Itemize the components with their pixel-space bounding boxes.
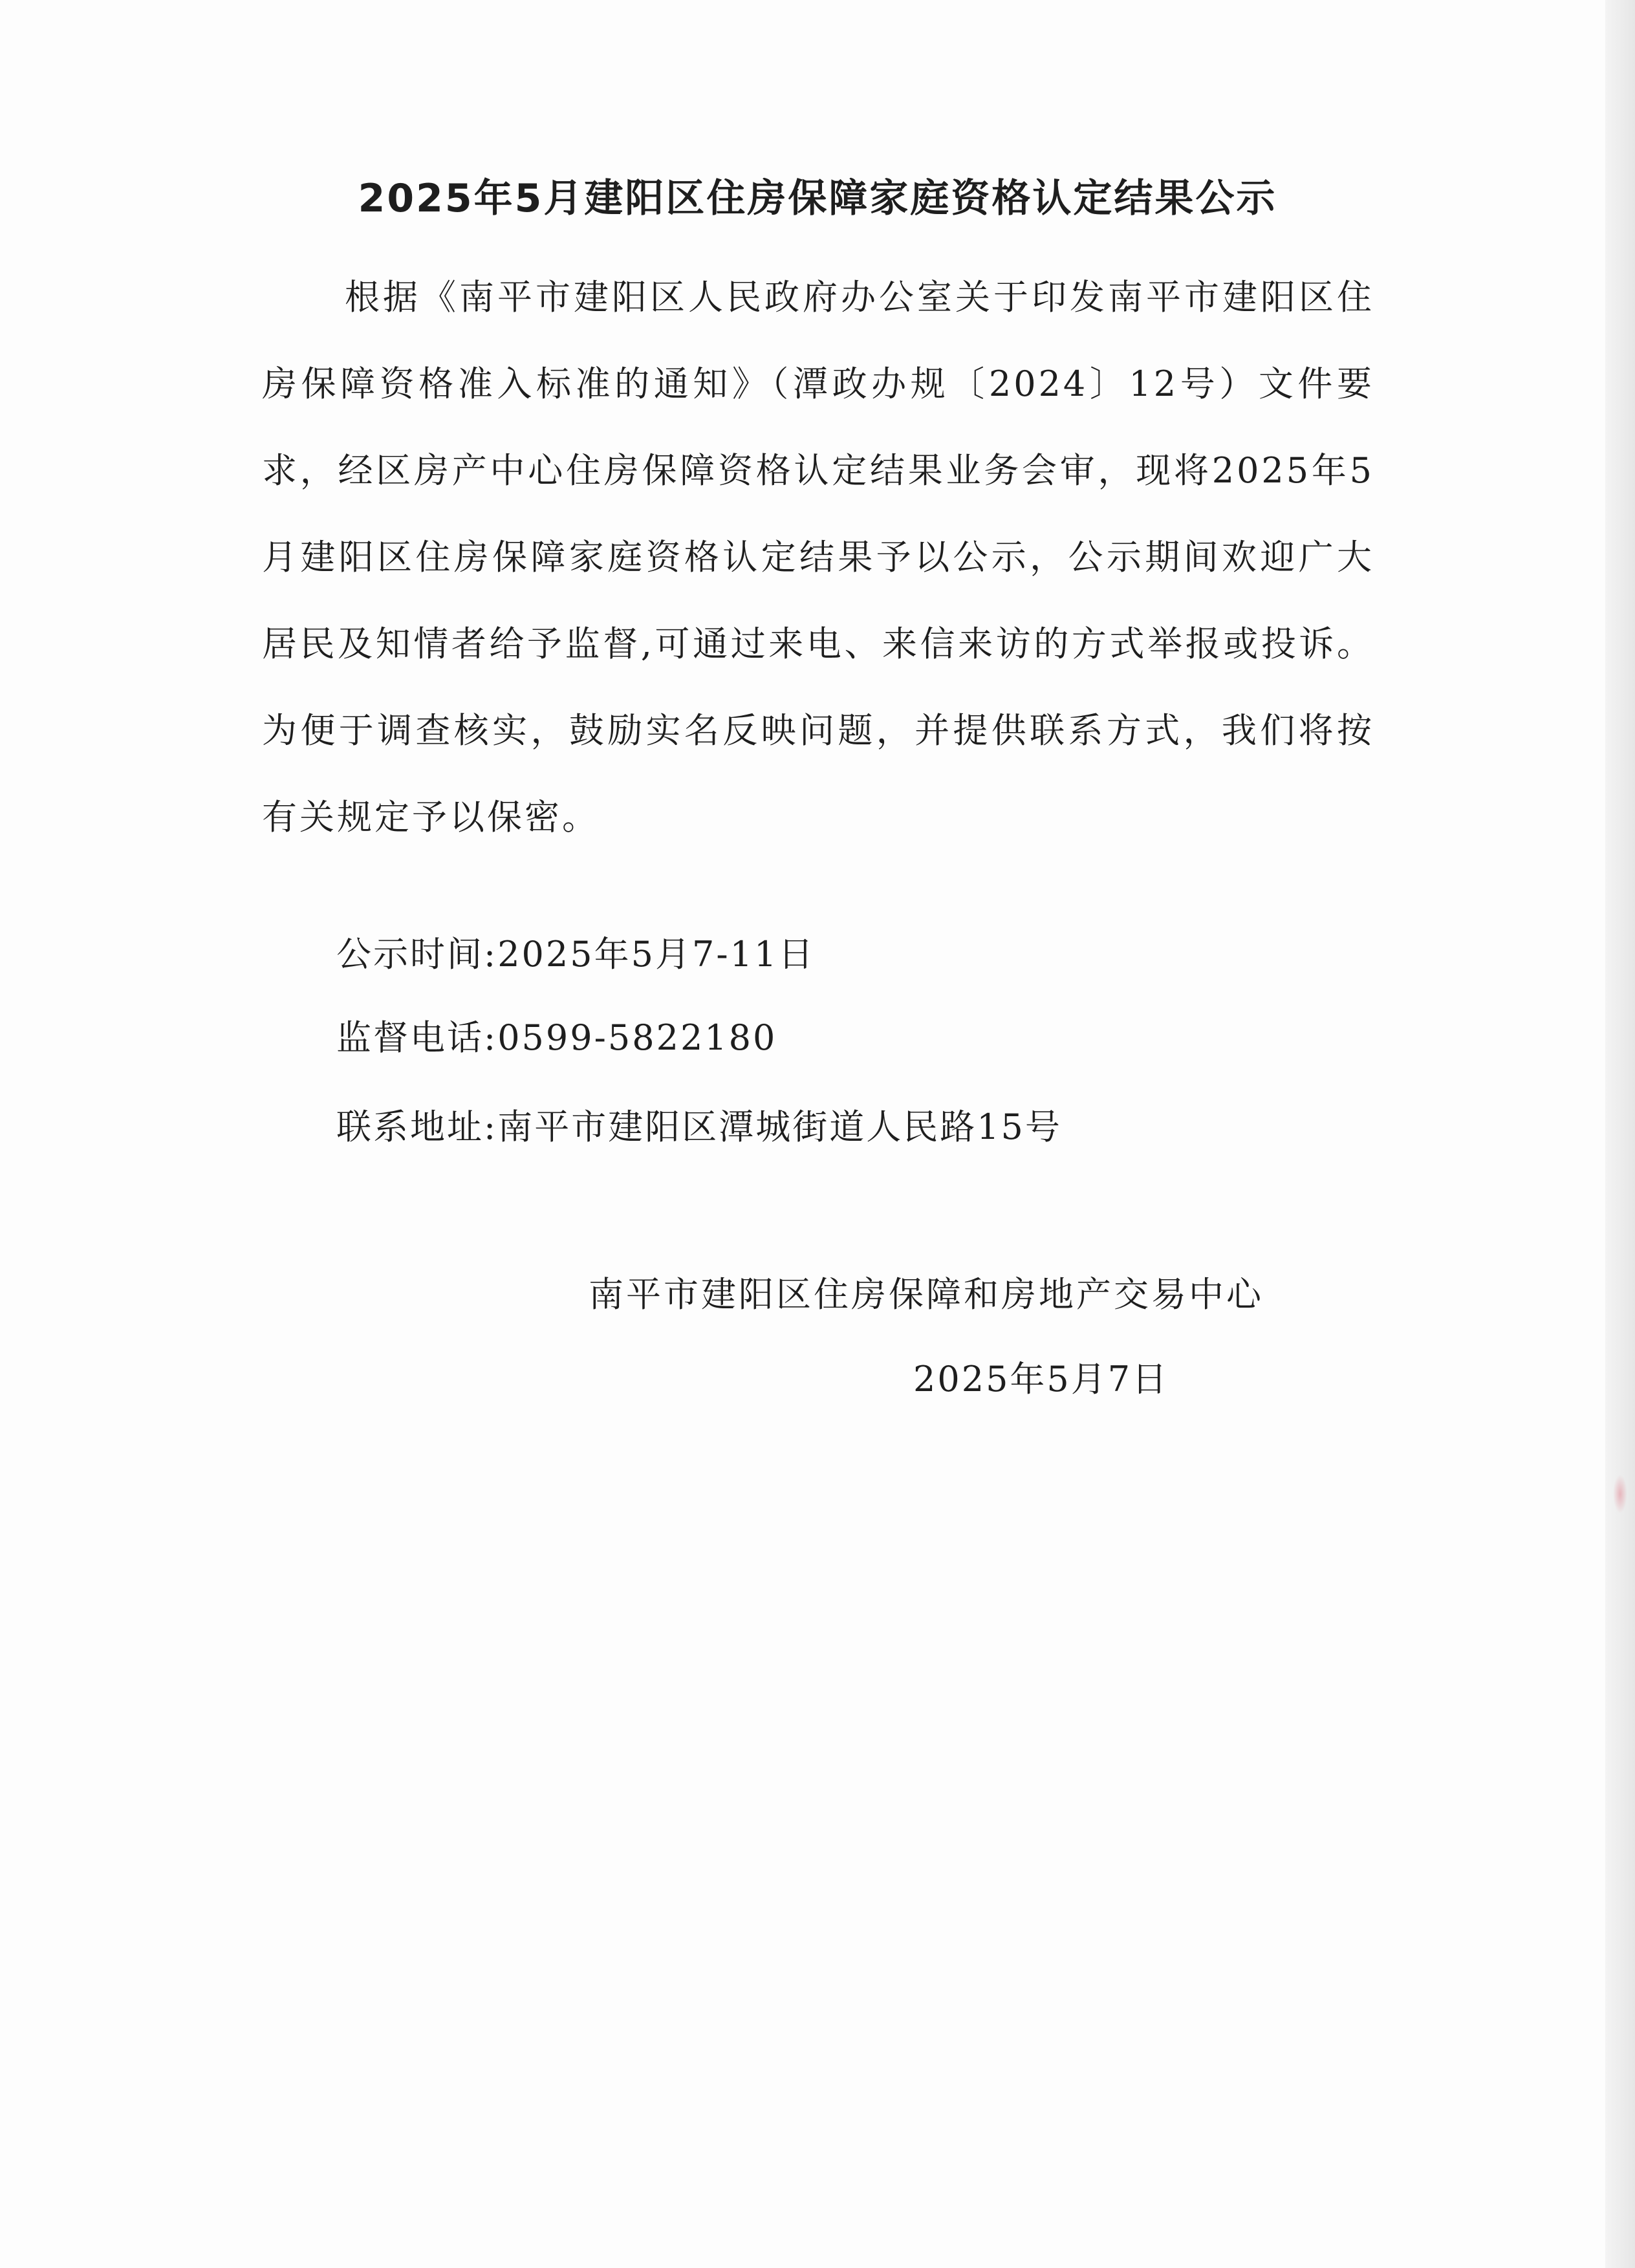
issue-date: 2025年5月7日 xyxy=(913,1359,1169,1399)
announcement-period-label: 公示时间: xyxy=(336,934,498,975)
supervision-phone-label: 监督电话: xyxy=(336,1017,498,1058)
body-paragraph: 根据《南平市建阳区人民政府办公室关于印发南平市建阳区住房保障资格准入标准的通知》（潭政办规〔2024〕12号）文件要求，经区房产中心住房保障资格认定结果业务会审，现将2025年5月建阳区住房保障家庭资格认定结果予以公示，公示期间欢迎广大居民及知情者给予监督,可通过来电、来信来访的方式举报或投诉。为便于调查核实，鼓励实名反映问题，并提供联系方式，我们将按有关规定予以保密。 xyxy=(262,277,1374,837)
contact-address xyxy=(336,1101,1062,1153)
document-title: 2025年5月建阳区住房保障家庭资格认定结果公示 xyxy=(358,176,1277,221)
announcement-period-value: 2025年5月7-11日 xyxy=(497,934,816,975)
contact-address-label: 联系地址: xyxy=(336,1107,498,1147)
issuing-organization: 南平市建阳区住房保障和房地产交易中心 xyxy=(589,1274,1264,1315)
supervision-phone xyxy=(336,1012,777,1064)
announcement-period xyxy=(336,929,815,980)
supervision-phone-value: 0599-5822180 xyxy=(497,1017,777,1058)
scan-edge-shadow xyxy=(1605,0,1635,2268)
seal-edge-mark xyxy=(1613,1474,1627,1513)
contact-address-value: 南平市建阳区潭城街道人民路15号 xyxy=(497,1107,1062,1147)
